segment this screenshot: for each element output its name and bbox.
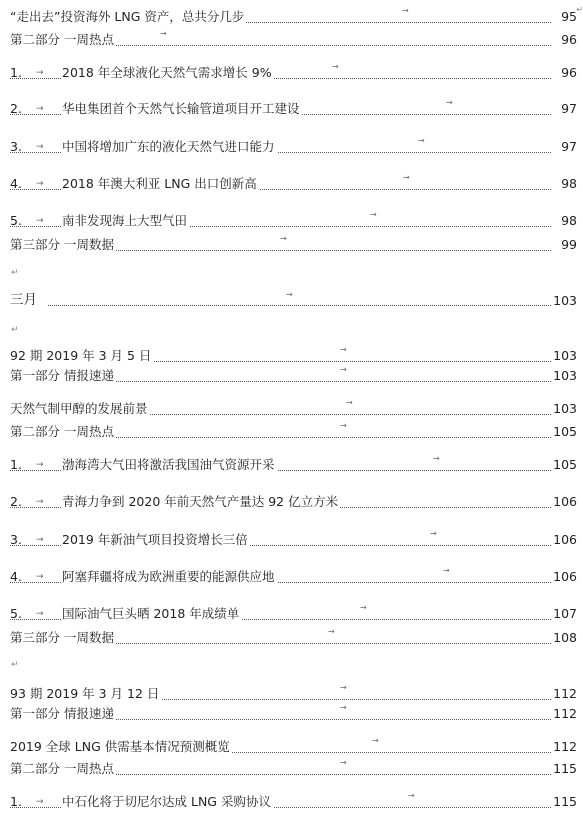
toc-entry-page: 103 <box>551 368 577 384</box>
toc-entry-page: 115 <box>551 761 577 777</box>
tab-mark-icon: → <box>430 529 437 538</box>
toc-entry[interactable] <box>10 758 577 777</box>
toc-entry-page: 98 <box>551 176 577 192</box>
toc-entry-page: 95 <box>551 9 577 25</box>
toc-entry[interactable] <box>10 173 577 192</box>
toc-entry-title: 第二部分 一周热点 <box>10 761 114 776</box>
toc-entry-page: 106 <box>551 532 577 548</box>
paragraph-mark-icon: ↵ <box>576 5 583 14</box>
toc-entry-title: 中国将增加广东的液化天然气进口能力 <box>62 139 275 154</box>
tab-arrow-icon: → <box>36 460 44 470</box>
toc-entry-title: “走出去”投资海外 LNG 资产，总共分几步 <box>10 9 245 24</box>
toc-entry-page: 98 <box>551 213 577 229</box>
toc-entry-page: 103 <box>551 401 577 417</box>
tab-arrow-icon: → <box>36 497 44 507</box>
toc-entry[interactable] <box>10 365 577 384</box>
toc-entry[interactable] <box>10 210 577 229</box>
toc-entry-title: 第二部分 一周热点 <box>10 424 114 439</box>
toc-entry-page: 97 <box>551 101 577 117</box>
toc-entry-number: 4. <box>10 569 22 584</box>
tab-arrow-icon: → <box>36 179 44 189</box>
toc-entry-title: 三月 <box>10 292 37 308</box>
tab-mark-icon: → <box>340 365 347 374</box>
toc-entry-page: 115 <box>551 794 577 810</box>
paragraph-mark-icon: ↵ <box>11 660 19 670</box>
toc-entry-title: 2018 年澳大利亚 LNG 出口创新高 <box>62 176 257 191</box>
tab-mark-icon: → <box>403 173 410 182</box>
tab-mark-icon: → <box>370 210 377 219</box>
toc-entry-number: 3. <box>10 532 22 547</box>
toc-entry-title: 93 期 2019 年 3 月 12 日 <box>10 686 160 701</box>
toc-entry-title: 华电集团首个天然气长输管道项目开工建设 <box>62 101 300 116</box>
tab-mark-icon: → <box>340 421 347 430</box>
toc-entry-number: 2. <box>10 101 22 116</box>
tab-mark-icon: → <box>286 290 293 299</box>
toc-entry-page: 107 <box>551 606 577 622</box>
toc-entry-page: 112 <box>551 739 577 755</box>
toc-entry[interactable] <box>10 98 577 117</box>
toc-entry[interactable] <box>10 62 577 81</box>
tab-mark-icon: → <box>402 6 409 15</box>
tab-mark-icon: → <box>340 758 347 767</box>
tab-arrow-icon: → <box>36 535 44 545</box>
toc-entry[interactable] <box>10 421 577 440</box>
tab-mark-icon: → <box>340 703 347 712</box>
toc-entry-number: 2. <box>10 494 22 509</box>
toc-entry-number: 3. <box>10 139 22 154</box>
tab-mark-icon: → <box>328 627 335 636</box>
toc-entry-number: 4. <box>10 176 22 191</box>
toc-entry[interactable] <box>10 398 577 417</box>
toc-entry-number: 1. <box>10 65 22 80</box>
toc-entry-title: 青海力争到 2020 年前天然气产量达 92 亿立方米 <box>62 494 339 509</box>
tab-mark-icon: → <box>372 736 379 745</box>
toc-entry-page: 106 <box>551 569 577 585</box>
tab-mark-icon: → <box>340 345 347 354</box>
tab-arrow-icon: → <box>36 797 44 807</box>
dot-leader <box>48 305 551 306</box>
toc-entry-number: 5. <box>10 213 22 228</box>
toc-entry-page: 105 <box>551 457 577 473</box>
toc-entry-title: 第二部分 一周热点 <box>10 32 114 47</box>
toc-entry-page: 105 <box>551 424 577 440</box>
toc-entry-title: 92 期 2019 年 3 月 5 日 <box>10 348 152 363</box>
toc-entry-title: 2019 全球 LNG 供需基本情况预测概览 <box>10 739 230 754</box>
toc-entry[interactable] <box>10 454 577 473</box>
toc-entry-number: 1. <box>10 794 22 809</box>
toc-entry-title: 第一部分 情报速递 <box>10 706 114 721</box>
tab-mark-icon: → <box>408 791 415 800</box>
toc-entry-page: 108 <box>551 630 577 646</box>
toc-entry-page: 96 <box>551 32 577 48</box>
toc-entry[interactable] <box>10 29 577 48</box>
paragraph-mark-icon: ↵ <box>11 325 19 335</box>
toc-entry-page: 99 <box>551 237 577 253</box>
tab-mark-icon: → <box>433 454 440 463</box>
tab-mark-icon: → <box>360 603 367 612</box>
tab-arrow-icon: → <box>36 142 44 152</box>
toc-entry[interactable] <box>10 791 577 810</box>
toc-entry-title: 渤海湾大气田将激活我国油气资源开采 <box>62 457 275 472</box>
toc-entry-title: 天然气制甲醇的发展前景 <box>10 401 148 416</box>
tab-arrow-icon: → <box>36 68 44 78</box>
toc-entry-page: 112 <box>551 706 577 722</box>
toc-entry[interactable] <box>10 494 577 510</box>
toc-entry[interactable] <box>10 683 577 702</box>
toc-entry-title: 阿塞拜疆将成为欧洲重要的能源供应地 <box>62 569 275 584</box>
toc-entry[interactable] <box>10 529 577 548</box>
toc-entry[interactable] <box>10 234 577 253</box>
toc-entry-title: 国际油气巨头晒 2018 年成绩单 <box>62 606 240 621</box>
toc-entry-page: 103 <box>553 293 577 308</box>
toc-entry-title: 中石化将于切尼尔达成 LNG 采购协议 <box>62 794 271 809</box>
toc-entry-title: 第一部分 情报速递 <box>10 368 114 383</box>
toc-entry-title: 第三部分 一周数据 <box>10 237 114 252</box>
toc-entry-title: 南非发现海上大型气田 <box>62 213 188 228</box>
toc-entry-page: 103 <box>551 348 577 364</box>
toc-entry[interactable] <box>10 290 577 309</box>
tab-mark-icon: → <box>443 566 450 575</box>
tab-arrow-icon: → <box>36 216 44 226</box>
tab-mark-icon: → <box>346 398 353 407</box>
toc-entry-page: 96 <box>551 65 577 81</box>
tab-mark-icon: → <box>332 62 339 71</box>
toc-entry-title: 第三部分 一周数据 <box>10 630 114 645</box>
tab-mark-icon: → <box>446 98 453 107</box>
toc-entry[interactable] <box>10 627 577 646</box>
tab-mark-icon: → <box>418 136 425 145</box>
toc-entry-number: 5. <box>10 606 22 621</box>
toc-entry[interactable] <box>10 703 577 722</box>
tab-mark-icon: → <box>340 683 347 692</box>
toc-entry[interactable] <box>10 5 583 25</box>
toc-entry-title: 2019 年新油气项目投资增长三倍 <box>62 532 248 547</box>
tab-arrow-icon: → <box>36 572 44 582</box>
toc-entry[interactable] <box>10 736 577 755</box>
toc-entry-number: 1. <box>10 457 22 472</box>
toc-entry-page: 106 <box>551 494 577 510</box>
tab-arrow-icon: → <box>36 104 44 114</box>
toc-entry-page: 112 <box>551 686 577 702</box>
toc-entry[interactable] <box>10 345 577 364</box>
toc-entry[interactable] <box>10 603 577 622</box>
toc-entry-page: 97 <box>551 139 577 155</box>
tab-mark-icon: → <box>160 29 167 38</box>
tab-arrow-icon: → <box>36 609 44 619</box>
paragraph-mark-icon: ↵ <box>11 268 19 278</box>
toc-entry[interactable] <box>10 136 577 155</box>
tab-mark-icon: → <box>280 234 287 243</box>
toc-entry-title: 2018 年全球液化天然气需求增长 9% <box>62 65 272 80</box>
toc-entry[interactable] <box>10 566 577 585</box>
